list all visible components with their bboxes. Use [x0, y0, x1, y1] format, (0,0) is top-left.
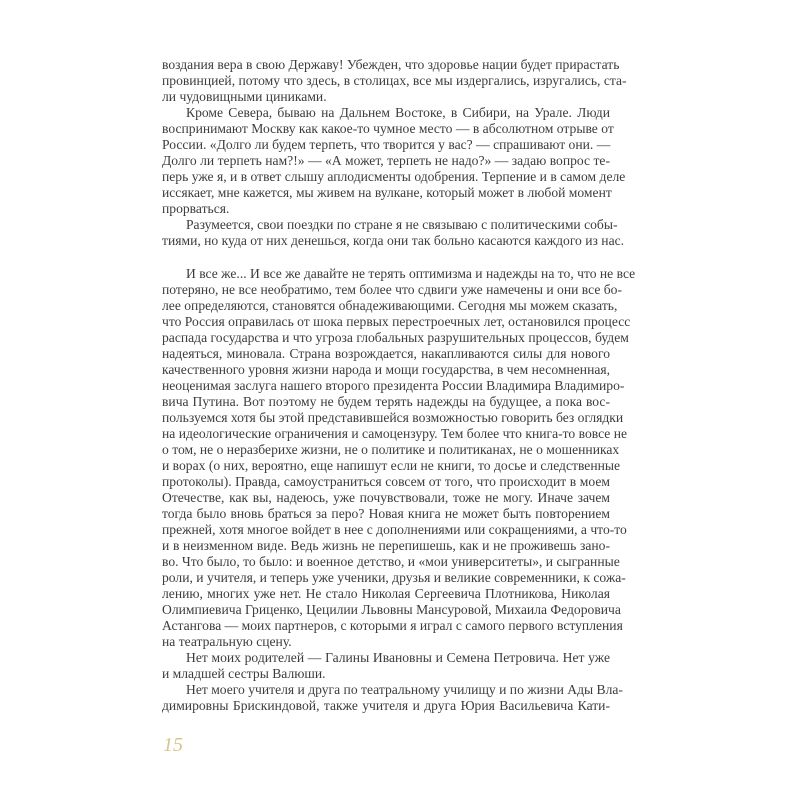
text-line: на идеологические ограничения и самоцензуру. Тем более что книга-то вовсе не [162, 426, 628, 441]
paragraph [162, 105, 626, 217]
text-line: и ворах (о них, вероятно, еще напишут если не книги, то досье и следственные [162, 458, 621, 473]
text-line: Разумеется, свои поездки по стране я не связываю с политическими собы- [186, 217, 618, 232]
text-line: потеряно, не все необратимо, тем более что сдвиги уже намечены и они все бо- [162, 282, 622, 297]
text-line: неоценимая заслуга нашего второго президента России Владимира Владимиро- [162, 378, 625, 393]
text-line: Долго ли терпеть нам?!» — «А может, терпеть не надо?» — задаю вопрос те- [162, 153, 610, 168]
text-line: Астангова — моих партнеров, с которыми я играл с самого первого вступления [162, 618, 623, 633]
text-line: что Россия оправилась от шока первых перестроечных лет, остановился процесс [162, 314, 631, 329]
text-line: и в неизменном виде. Ведь жизнь не перепишешь, как и не проживешь зано- [162, 538, 610, 553]
text-line: тогда было вновь браться за перо? Новая книга не может быть повторением [162, 506, 610, 521]
text-line: на театральную сцену. [162, 634, 292, 649]
text-line: во. Что было, то было: и военное детство, и «мои университеты», и сыгранные [162, 554, 620, 569]
text-line: роли, и учителя, и теперь уже ученики, друзья и великие современники, к сожа- [162, 570, 626, 585]
text-block-main [162, 266, 636, 714]
text-line: Нет моего учителя и друга по театральному училищу и по жизни Ады Вла- [186, 682, 623, 697]
text-line: воздания вера в свою Державу! Убежден, что здоровье нации будет прирастать [162, 57, 620, 72]
paragraph [162, 57, 627, 105]
text-line: Отечестве, как вы, надеюсь, уже почувствовали, тоже не могу. Иначе зачем [162, 490, 610, 505]
text-line: ли чудовищными циниками. [162, 89, 327, 104]
paragraph [162, 650, 610, 682]
text-line: И все же... И все же давайте не терять оптимизма и надежды на то, что не все [186, 266, 636, 281]
text-line: Нет моих родителей — Галины Ивановны и Семена Петровича. Нет уже [186, 650, 610, 665]
text-line: распада государства и что угроза глобальных разрушительных процессов, будем [162, 330, 629, 345]
text-line: прорваться. [162, 201, 230, 216]
text-line: провинцией, потому что здесь, в столицах, все мы издергались, изругались, ста- [162, 73, 627, 88]
paragraph [162, 266, 636, 650]
text-line: пользуемся хотя бы этой представившейся возможностью говорить без оглядки [162, 410, 624, 425]
text-line: Кроме Севера, бываю на Дальнем Востоке, в Сибири, на Урале. Люди [186, 105, 610, 120]
text-line: качественного уровня жизни народа и мощи государства, в чем несомненная, [162, 362, 611, 377]
text-line: лению, многих уже нет. Не стало Николая Сергеевича Плотникова, Николая [162, 586, 610, 601]
text-line: вича Путина. Вот поэтому не будем терять надежды на будущее, а пока вос- [162, 394, 610, 409]
text-line: Олимпиевича Гриценко, Цецилии Львовны Мансуровой, Михаила Федоровича [162, 602, 621, 617]
text-line: России. «Долго ли будем терпеть, что творится у вас? — спрашивают они. — [162, 137, 611, 152]
text-line: димировны Брискиндовой, также учителя и друга Юрия Васильевича Кати- [162, 698, 610, 713]
text-block-top [162, 57, 627, 249]
text-line: протоколы). Правда, самоустраниться совсем от того, что происходит в моем [162, 474, 610, 489]
paragraph [162, 217, 625, 249]
text-line: надеяться, миновала. Страна возрождается, накапливаются силы для нового [162, 346, 610, 361]
text-line: тиями, но куда от них денешься, когда они так больно касаются каждого из нас. [162, 233, 625, 248]
text-line: воспринимают Москву как какое-то чумное место — в абсолютном отрыве от [162, 121, 614, 136]
text-line: прежней, хотя многое войдет в нее с дополнениями или сокращениями, а что-то [162, 522, 627, 537]
paragraph [162, 682, 623, 714]
text-line: и младшей сестры Валюши. [162, 666, 326, 681]
text-line: иссякает, мне кажется, мы живем на вулкане, который может в любой момент [162, 185, 612, 200]
text-line: лее определяются, становятся обнадеживающими. Сегодня мы можем сказать, [162, 298, 618, 313]
text-line: о том, не о неразберихе жизни, не о политике и политиканах, не о мошенниках [162, 442, 620, 457]
text-line: перь уже я, и в ответ слышу аплодисменты одобрения. Терпение и в самом деле [162, 169, 626, 184]
page-number: 15 [163, 734, 183, 756]
